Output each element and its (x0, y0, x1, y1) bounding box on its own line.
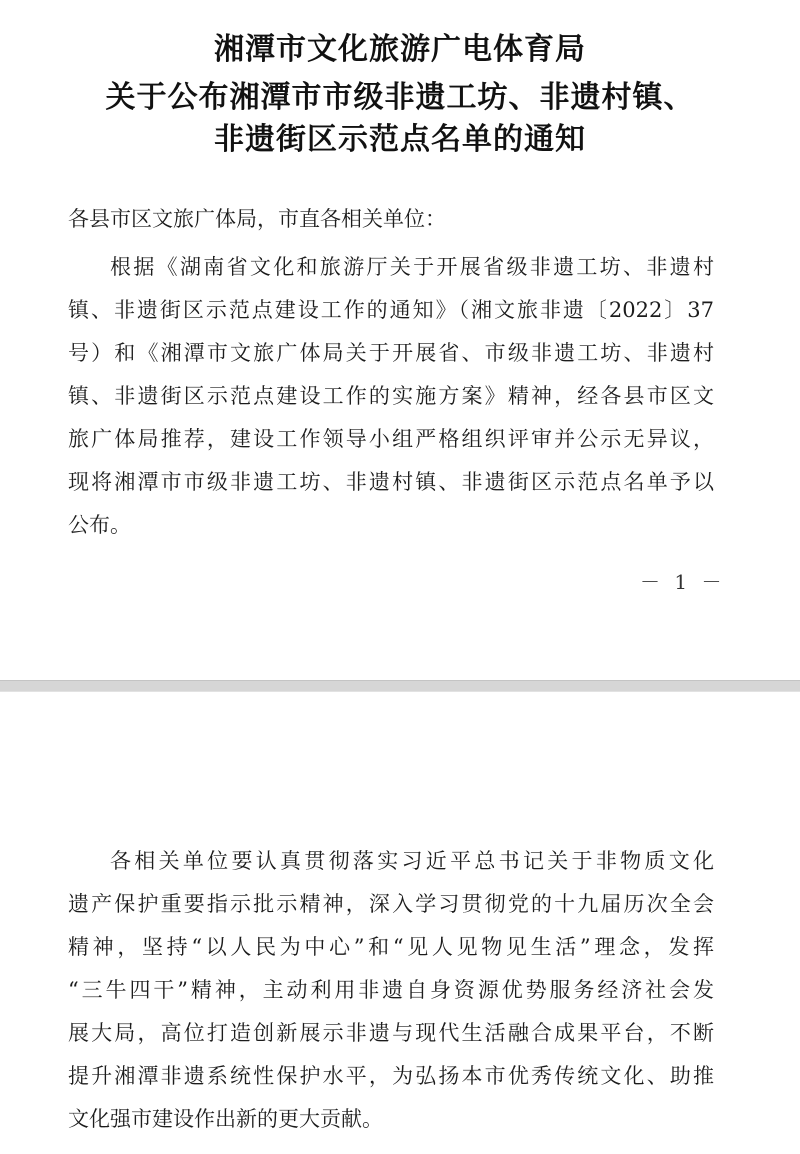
paragraph-line: 旅广体局推荐，建设工作领导小组严格组织评审并公示无异议， (68, 427, 714, 451)
paragraph-line: 号）和《湘潭市文旅广体局关于开展省、市级非遗工坊、非遗村 (68, 341, 714, 365)
document-title-line-1: 湘潭市文化旅游广电体育局 (214, 32, 586, 67)
document-title-line-2: 关于公布湘潭市市级非遗工坊、非遗村镇、 (105, 80, 695, 115)
paragraph-line: 现将湘潭市市级非遗工坊、非遗村镇、非遗街区示范点名单予以 (68, 470, 714, 494)
paragraph-line: 各相关单位要认真贯彻落实习近平总书记关于非物质文化 (110, 849, 714, 873)
paragraph-line: 镇、非遗街区示范点建设工作的通知》（湘文旅非遗〔2022〕37 (68, 298, 714, 322)
page-separator (0, 680, 800, 692)
paragraph-line: 文化强市建设作出新的更大贡献。 (68, 1107, 383, 1131)
paragraph-line: 精神，坚持“以人民为中心”和“见人见物见生活”理念，发挥 (68, 935, 714, 959)
paragraph-line: 展大局，高位打造创新展示非遗与现代生活融合成果平台，不断 (68, 1021, 714, 1045)
paragraph-line: 遗产保护重要指示批示精神，深入学习贯彻党的十九届历次全会 (68, 892, 714, 916)
paragraph-line: 公布。 (68, 513, 131, 537)
salutation: 各县市区文旅广体局，市直各相关单位： (68, 207, 446, 231)
document-page-2 (0, 692, 800, 1154)
paragraph-line: 镇、非遗街区示范点建设工作的实施方案》精神，经各县市区文 (68, 384, 714, 408)
paragraph-line: 提升湘潭非遗系统性保护水平，为弘扬本市优秀传统文化、助推 (68, 1064, 714, 1088)
paragraph-line: 根据《湖南省文化和旅游厅关于开展省级非遗工坊、非遗村 (110, 255, 714, 279)
page-number: － 1 － (640, 570, 726, 594)
paragraph-line: “三牛四干”精神，主动利用非遗自身资源优势服务经济社会发 (68, 978, 714, 1002)
document-title-line-3: 非遗街区示范点名单的通知 (214, 122, 586, 157)
